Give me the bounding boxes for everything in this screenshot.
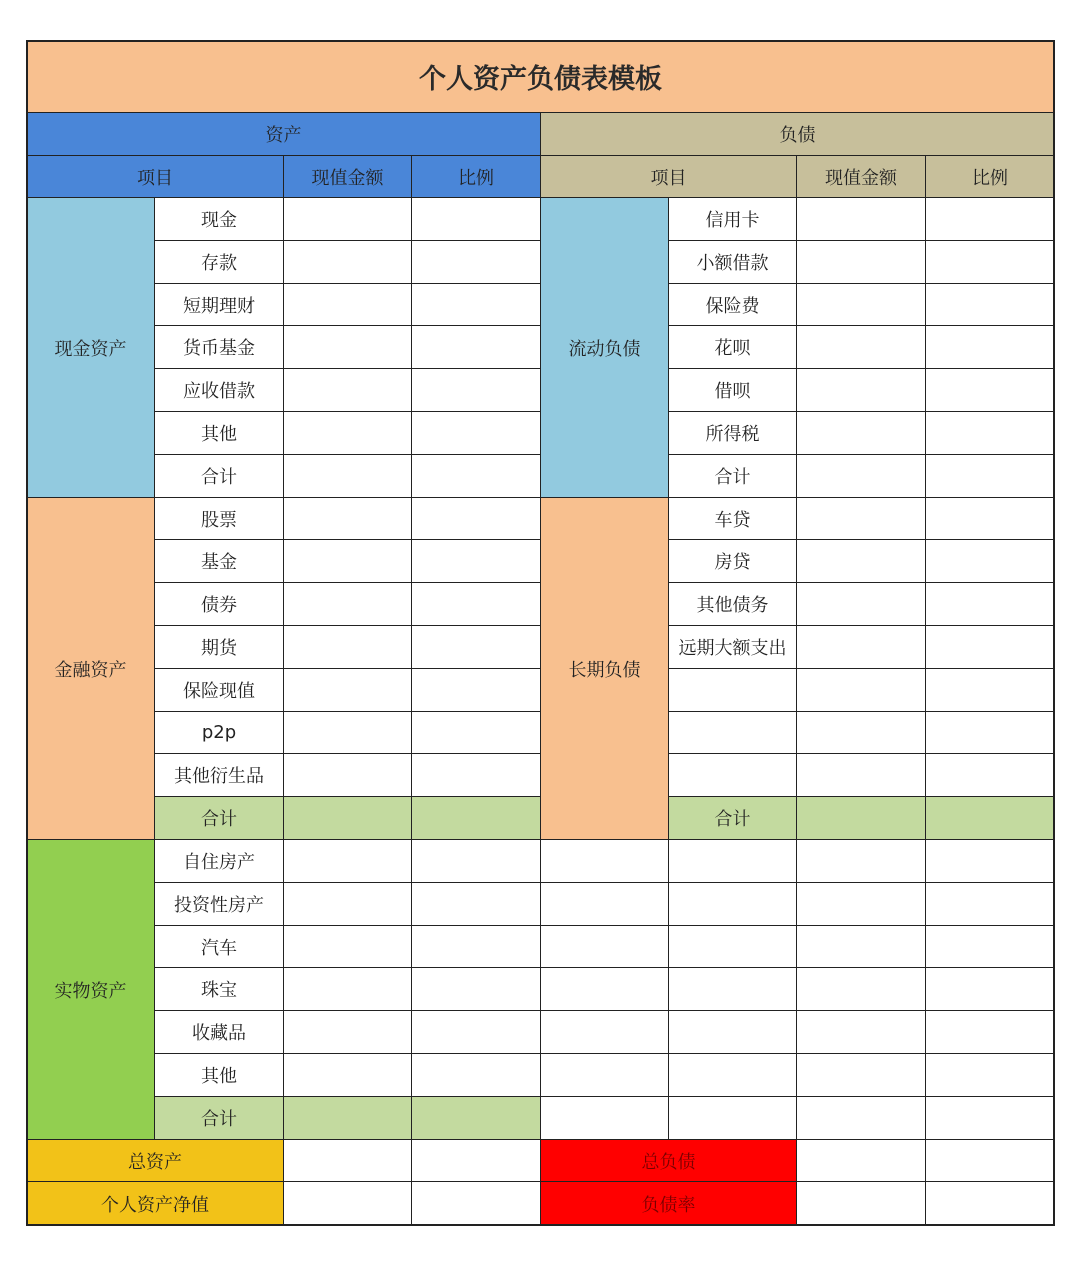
blank-cell[interactable]	[541, 1011, 669, 1054]
blank-cell[interactable]	[669, 1011, 797, 1054]
asset-item-label: 珠宝	[155, 968, 284, 1011]
liability-value-cell[interactable]	[797, 284, 926, 326]
liability-ratio-cell[interactable]	[926, 712, 1055, 754]
liabilities-col-ratio-header: 比例	[926, 156, 1055, 198]
asset-value-cell[interactable]	[284, 1097, 412, 1140]
asset-group-label: 金融资产	[26, 498, 155, 840]
asset-value-cell[interactable]	[284, 284, 412, 326]
asset-ratio-cell[interactable]	[412, 1097, 541, 1140]
asset-ratio-cell[interactable]	[412, 1011, 541, 1054]
liability-value-cell[interactable]	[797, 412, 926, 455]
blank-cell[interactable]	[926, 926, 1055, 968]
asset-value-cell[interactable]	[284, 626, 412, 669]
blank-cell[interactable]	[541, 968, 669, 1011]
asset-value-cell[interactable]	[284, 412, 412, 455]
blank-cell[interactable]	[541, 1097, 669, 1140]
liability-value-cell[interactable]	[797, 583, 926, 626]
liability-item-label: 其他债务	[669, 583, 797, 626]
liability-value-cell[interactable]	[797, 754, 926, 797]
debt-ratio-extra[interactable]	[926, 1182, 1055, 1226]
asset-ratio-cell[interactable]	[412, 583, 541, 626]
blank-cell[interactable]	[926, 1097, 1055, 1140]
asset-ratio-cell[interactable]	[412, 840, 541, 883]
asset-value-cell[interactable]	[284, 797, 412, 840]
liability-ratio-cell[interactable]	[926, 241, 1055, 284]
blank-cell[interactable]	[541, 926, 669, 968]
liability-ratio-cell[interactable]	[926, 412, 1055, 455]
liabilities-section-header: 负债	[541, 113, 1055, 156]
asset-value-cell[interactable]	[284, 326, 412, 369]
asset-value-cell[interactable]	[284, 241, 412, 284]
asset-item-label: 自住房产	[155, 840, 284, 883]
asset-item-label: 基金	[155, 540, 284, 583]
asset-value-cell[interactable]	[284, 754, 412, 797]
liability-item-label: 信用卡	[669, 198, 797, 241]
asset-value-cell[interactable]	[284, 583, 412, 626]
asset-value-cell[interactable]	[284, 498, 412, 540]
total-liabilities-value[interactable]	[797, 1140, 926, 1182]
blank-cell[interactable]	[541, 1054, 669, 1097]
liability-value-cell[interactable]	[797, 455, 926, 498]
total-liabilities-ratio[interactable]	[926, 1140, 1055, 1182]
blank-cell[interactable]	[926, 883, 1055, 926]
net-worth-label: 个人资产净值	[26, 1182, 284, 1226]
asset-item-label: 其他	[155, 412, 284, 455]
asset-item-label: 股票	[155, 498, 284, 540]
asset-item-label: 期货	[155, 626, 284, 669]
blank-cell[interactable]	[797, 840, 926, 883]
asset-ratio-cell[interactable]	[412, 284, 541, 326]
asset-item-label: 应收借款	[155, 369, 284, 412]
asset-ratio-cell[interactable]	[412, 1054, 541, 1097]
blank-cell[interactable]	[797, 883, 926, 926]
blank-cell[interactable]	[797, 1054, 926, 1097]
assets-section-header: 资产	[26, 113, 541, 156]
liability-item-label: 小额借款	[669, 241, 797, 284]
asset-item-label: 保险现值	[155, 669, 284, 712]
assets-col-value-header: 现值金额	[284, 156, 412, 198]
asset-value-cell[interactable]	[284, 840, 412, 883]
liability-item-label: 所得税	[669, 412, 797, 455]
liability-ratio-cell[interactable]	[926, 455, 1055, 498]
asset-item-label: 收藏品	[155, 1011, 284, 1054]
asset-ratio-cell[interactable]	[412, 198, 541, 241]
liability-item-label: 房贷	[669, 540, 797, 583]
asset-item-label: 货币基金	[155, 326, 284, 369]
asset-value-cell[interactable]	[284, 669, 412, 712]
liability-ratio-cell[interactable]	[926, 797, 1055, 840]
liabilities-col-value-header: 现值金额	[797, 156, 926, 198]
asset-ratio-cell[interactable]	[412, 540, 541, 583]
asset-value-cell[interactable]	[284, 198, 412, 241]
asset-subtotal-label: 合计	[155, 797, 284, 840]
asset-group-label: 实物资产	[26, 840, 155, 1140]
asset-value-cell[interactable]	[284, 1054, 412, 1097]
debt-ratio-label: 负债率	[541, 1182, 797, 1226]
asset-ratio-cell[interactable]	[412, 412, 541, 455]
liability-item-label: 保险费	[669, 284, 797, 326]
total-assets-value[interactable]	[284, 1140, 412, 1182]
blank-cell[interactable]	[541, 840, 669, 883]
liability-item-label	[669, 669, 797, 712]
liability-value-cell[interactable]	[797, 626, 926, 669]
liability-ratio-cell[interactable]	[926, 369, 1055, 412]
asset-value-cell[interactable]	[284, 540, 412, 583]
liability-value-cell[interactable]	[797, 797, 926, 840]
asset-value-cell[interactable]	[284, 369, 412, 412]
asset-ratio-cell[interactable]	[412, 241, 541, 284]
blank-cell[interactable]	[669, 1097, 797, 1140]
asset-value-cell[interactable]	[284, 968, 412, 1011]
asset-value-cell[interactable]	[284, 1011, 412, 1054]
liability-value-cell[interactable]	[797, 198, 926, 241]
blank-cell[interactable]	[669, 968, 797, 1011]
liability-item-label: 借呗	[669, 369, 797, 412]
asset-ratio-cell[interactable]	[412, 883, 541, 926]
liability-subtotal-label: 合计	[669, 455, 797, 498]
asset-subtotal-label: 合计	[155, 455, 284, 498]
asset-group-label: 现金资产	[26, 198, 155, 498]
liability-ratio-cell[interactable]	[926, 669, 1055, 712]
asset-value-cell[interactable]	[284, 883, 412, 926]
asset-value-cell[interactable]	[284, 455, 412, 498]
asset-item-label: 现金	[155, 198, 284, 241]
total-assets-ratio[interactable]	[412, 1140, 541, 1182]
blank-cell[interactable]	[669, 840, 797, 883]
liability-value-cell[interactable]	[797, 498, 926, 540]
blank-cell[interactable]	[797, 968, 926, 1011]
asset-item-label: 其他	[155, 1054, 284, 1097]
asset-ratio-cell[interactable]	[412, 797, 541, 840]
blank-cell[interactable]	[797, 1011, 926, 1054]
debt-ratio-value[interactable]	[797, 1182, 926, 1226]
liability-group-label: 长期负债	[541, 498, 669, 840]
asset-ratio-cell[interactable]	[412, 455, 541, 498]
liability-value-cell[interactable]	[797, 369, 926, 412]
assets-col-ratio-header: 比例	[412, 156, 541, 198]
blank-cell[interactable]	[669, 883, 797, 926]
liability-value-cell[interactable]	[797, 241, 926, 284]
blank-cell[interactable]	[926, 1054, 1055, 1097]
asset-item-label: 存款	[155, 241, 284, 284]
asset-ratio-cell[interactable]	[412, 669, 541, 712]
liability-ratio-cell[interactable]	[926, 754, 1055, 797]
asset-subtotal-label: 合计	[155, 1097, 284, 1140]
asset-ratio-cell[interactable]	[412, 626, 541, 669]
liability-group-label: 流动负债	[541, 198, 669, 498]
asset-ratio-cell[interactable]	[412, 369, 541, 412]
total-assets-label: 总资产	[26, 1140, 284, 1182]
liability-subtotal-label: 合计	[669, 797, 797, 840]
liability-value-cell[interactable]	[797, 326, 926, 369]
liability-item-label	[669, 754, 797, 797]
asset-item-label: 投资性房产	[155, 883, 284, 926]
liability-item-label	[669, 712, 797, 754]
blank-cell[interactable]	[797, 926, 926, 968]
net-worth-ratio[interactable]	[412, 1182, 541, 1226]
liability-ratio-cell[interactable]	[926, 540, 1055, 583]
blank-cell[interactable]	[926, 968, 1055, 1011]
liability-value-cell[interactable]	[797, 669, 926, 712]
asset-ratio-cell[interactable]	[412, 968, 541, 1011]
liability-ratio-cell[interactable]	[926, 326, 1055, 369]
asset-item-label: 短期理财	[155, 284, 284, 326]
liability-item-label: 花呗	[669, 326, 797, 369]
asset-item-label: 债券	[155, 583, 284, 626]
blank-cell[interactable]	[541, 883, 669, 926]
liability-ratio-cell[interactable]	[926, 498, 1055, 540]
blank-cell[interactable]	[669, 1054, 797, 1097]
blank-cell[interactable]	[926, 1011, 1055, 1054]
liability-ratio-cell[interactable]	[926, 198, 1055, 241]
blank-cell[interactable]	[669, 926, 797, 968]
liability-value-cell[interactable]	[797, 712, 926, 754]
asset-ratio-cell[interactable]	[412, 754, 541, 797]
asset-item-label: 汽车	[155, 926, 284, 968]
blank-cell[interactable]	[797, 1097, 926, 1140]
liabilities-col-item-header: 项目	[541, 156, 797, 198]
assets-col-item-header: 项目	[26, 156, 284, 198]
asset-ratio-cell[interactable]	[412, 326, 541, 369]
liability-ratio-cell[interactable]	[926, 284, 1055, 326]
asset-ratio-cell[interactable]	[412, 498, 541, 540]
asset-ratio-cell[interactable]	[412, 926, 541, 968]
asset-item-label: 其他衍生品	[155, 754, 284, 797]
total-liabilities-label: 总负债	[541, 1140, 797, 1182]
asset-ratio-cell[interactable]	[412, 712, 541, 754]
asset-item-label: p2p	[155, 712, 284, 754]
liability-ratio-cell[interactable]	[926, 626, 1055, 669]
liability-value-cell[interactable]	[797, 540, 926, 583]
liability-ratio-cell[interactable]	[926, 583, 1055, 626]
liability-item-label: 远期大额支出	[669, 626, 797, 669]
page-title: 个人资产负债表模板	[26, 40, 1055, 113]
asset-value-cell[interactable]	[284, 712, 412, 754]
net-worth-value[interactable]	[284, 1182, 412, 1226]
asset-value-cell[interactable]	[284, 926, 412, 968]
blank-cell[interactable]	[926, 840, 1055, 883]
liability-item-label: 车贷	[669, 498, 797, 540]
